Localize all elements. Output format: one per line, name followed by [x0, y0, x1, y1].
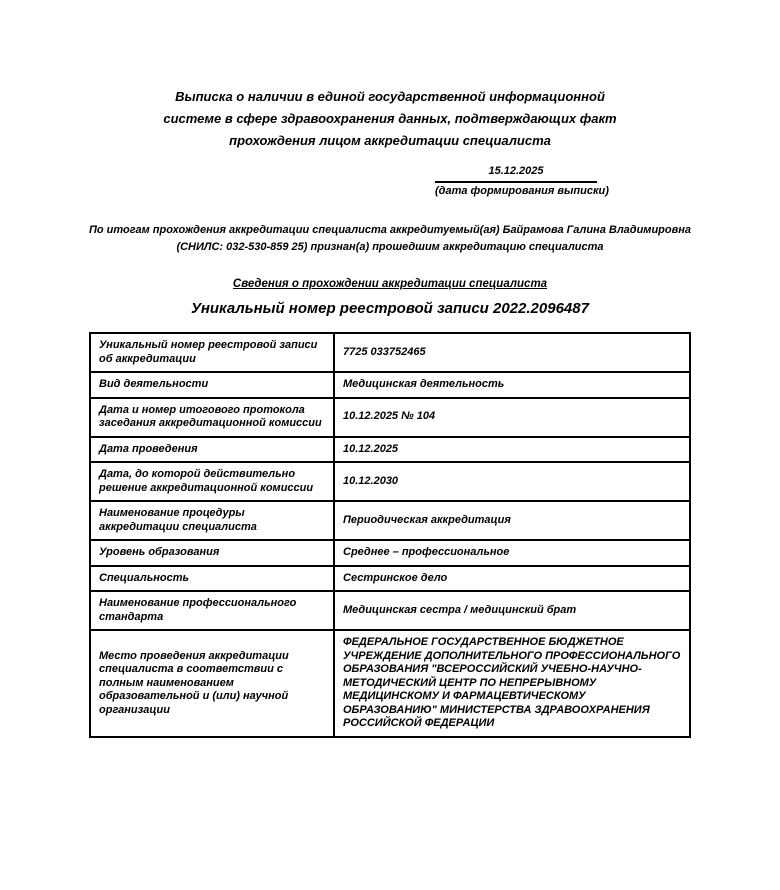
table-row [90, 437, 690, 463]
accreditation-details-table [89, 332, 691, 738]
row-label: Дата, до которой действительно решение аккредитационной комиссии [90, 462, 334, 501]
formation-date-block [435, 164, 609, 198]
formation-date: 15.12.2025 [435, 164, 597, 183]
table-row [90, 333, 690, 372]
row-label: Вид деятельности [90, 372, 334, 398]
table-row [90, 591, 690, 630]
table-row [90, 462, 690, 501]
row-value: 10.12.2030 [334, 462, 690, 501]
row-label: Уникальный номер реестровой записи об аккредитации [90, 333, 334, 372]
row-label: Уровень образования [90, 540, 334, 566]
table-row [90, 630, 690, 737]
table-row [90, 540, 690, 566]
row-label: Место проведения аккредитации специалиста в соответствии с полным наименованием образовательной и (или) научной организации [90, 630, 334, 737]
row-value: ФЕДЕРАЛЬНОЕ ГОСУДАРСТВЕННОЕ БЮДЖЕТНОЕ УЧРЕЖДЕНИЕ ДОПОЛНИТЕЛЬНОГО ПРОФЕССИОНАЛЬНОГО ОБРАЗОВАНИЯ "ВСЕРОССИЙСКИЙ УЧЕБНО-НАУЧНО-МЕТОДИЧЕСКИЙ ЦЕНТР ПО НЕПРЕРЫВНОМУ МЕДИЦИНСКОМУ И ФАРМАЦЕВТИЧЕСКОМУ ОБРАЗОВАНИЮ" МИНИСТЕРСТВА ЗДРАВООХРАНЕНИЯ РОССИЙСКОЙ ФЕДЕРАЦИИ [334, 630, 690, 737]
row-value: 10.12.2025 № 104 [334, 398, 690, 437]
section-heading: Сведения о прохождении аккредитации специалиста [232, 278, 548, 290]
registry-number-heading: Уникальный номер реестровой записи 2022.2096487 [191, 300, 589, 317]
row-value: Сестринское дело [334, 566, 690, 592]
table-row [90, 566, 690, 592]
intro-paragraph: По итогам прохождения аккредитации специалиста аккредитуемый(ая) Байрамова Галина Владимировна (СНИЛС: 032-530-859 25) признан(а) прошедшим аккредитацию специалиста [88, 224, 692, 253]
row-value: Среднее – профессиональное [334, 540, 690, 566]
row-label: Дата проведения [90, 437, 334, 463]
row-label: Дата и номер итогового протокола заседания аккредитационной комиссии [90, 398, 334, 437]
row-label: Наименование профессионального стандарта [90, 591, 334, 630]
row-value: 10.12.2025 [334, 437, 690, 463]
table-row [90, 372, 690, 398]
row-label: Наименование процедуры аккредитации специалиста [90, 501, 334, 540]
row-value: Медицинская сестра / медицинский брат [334, 591, 690, 630]
document-title: Выписка о наличии в единой государственной информационной системе в сфере здравоохранения данных, подтверждающих факт прохождения лицом аккредитации специалиста [163, 89, 617, 148]
row-label: Специальность [90, 566, 334, 592]
formation-date-caption: (дата формирования выписки) [435, 185, 609, 197]
table-row [90, 398, 690, 437]
row-value: Медицинская деятельность [334, 372, 690, 398]
table-row [90, 501, 690, 540]
row-value: Периодическая аккредитация [334, 501, 690, 540]
row-value: 7725 033752465 [334, 333, 690, 372]
